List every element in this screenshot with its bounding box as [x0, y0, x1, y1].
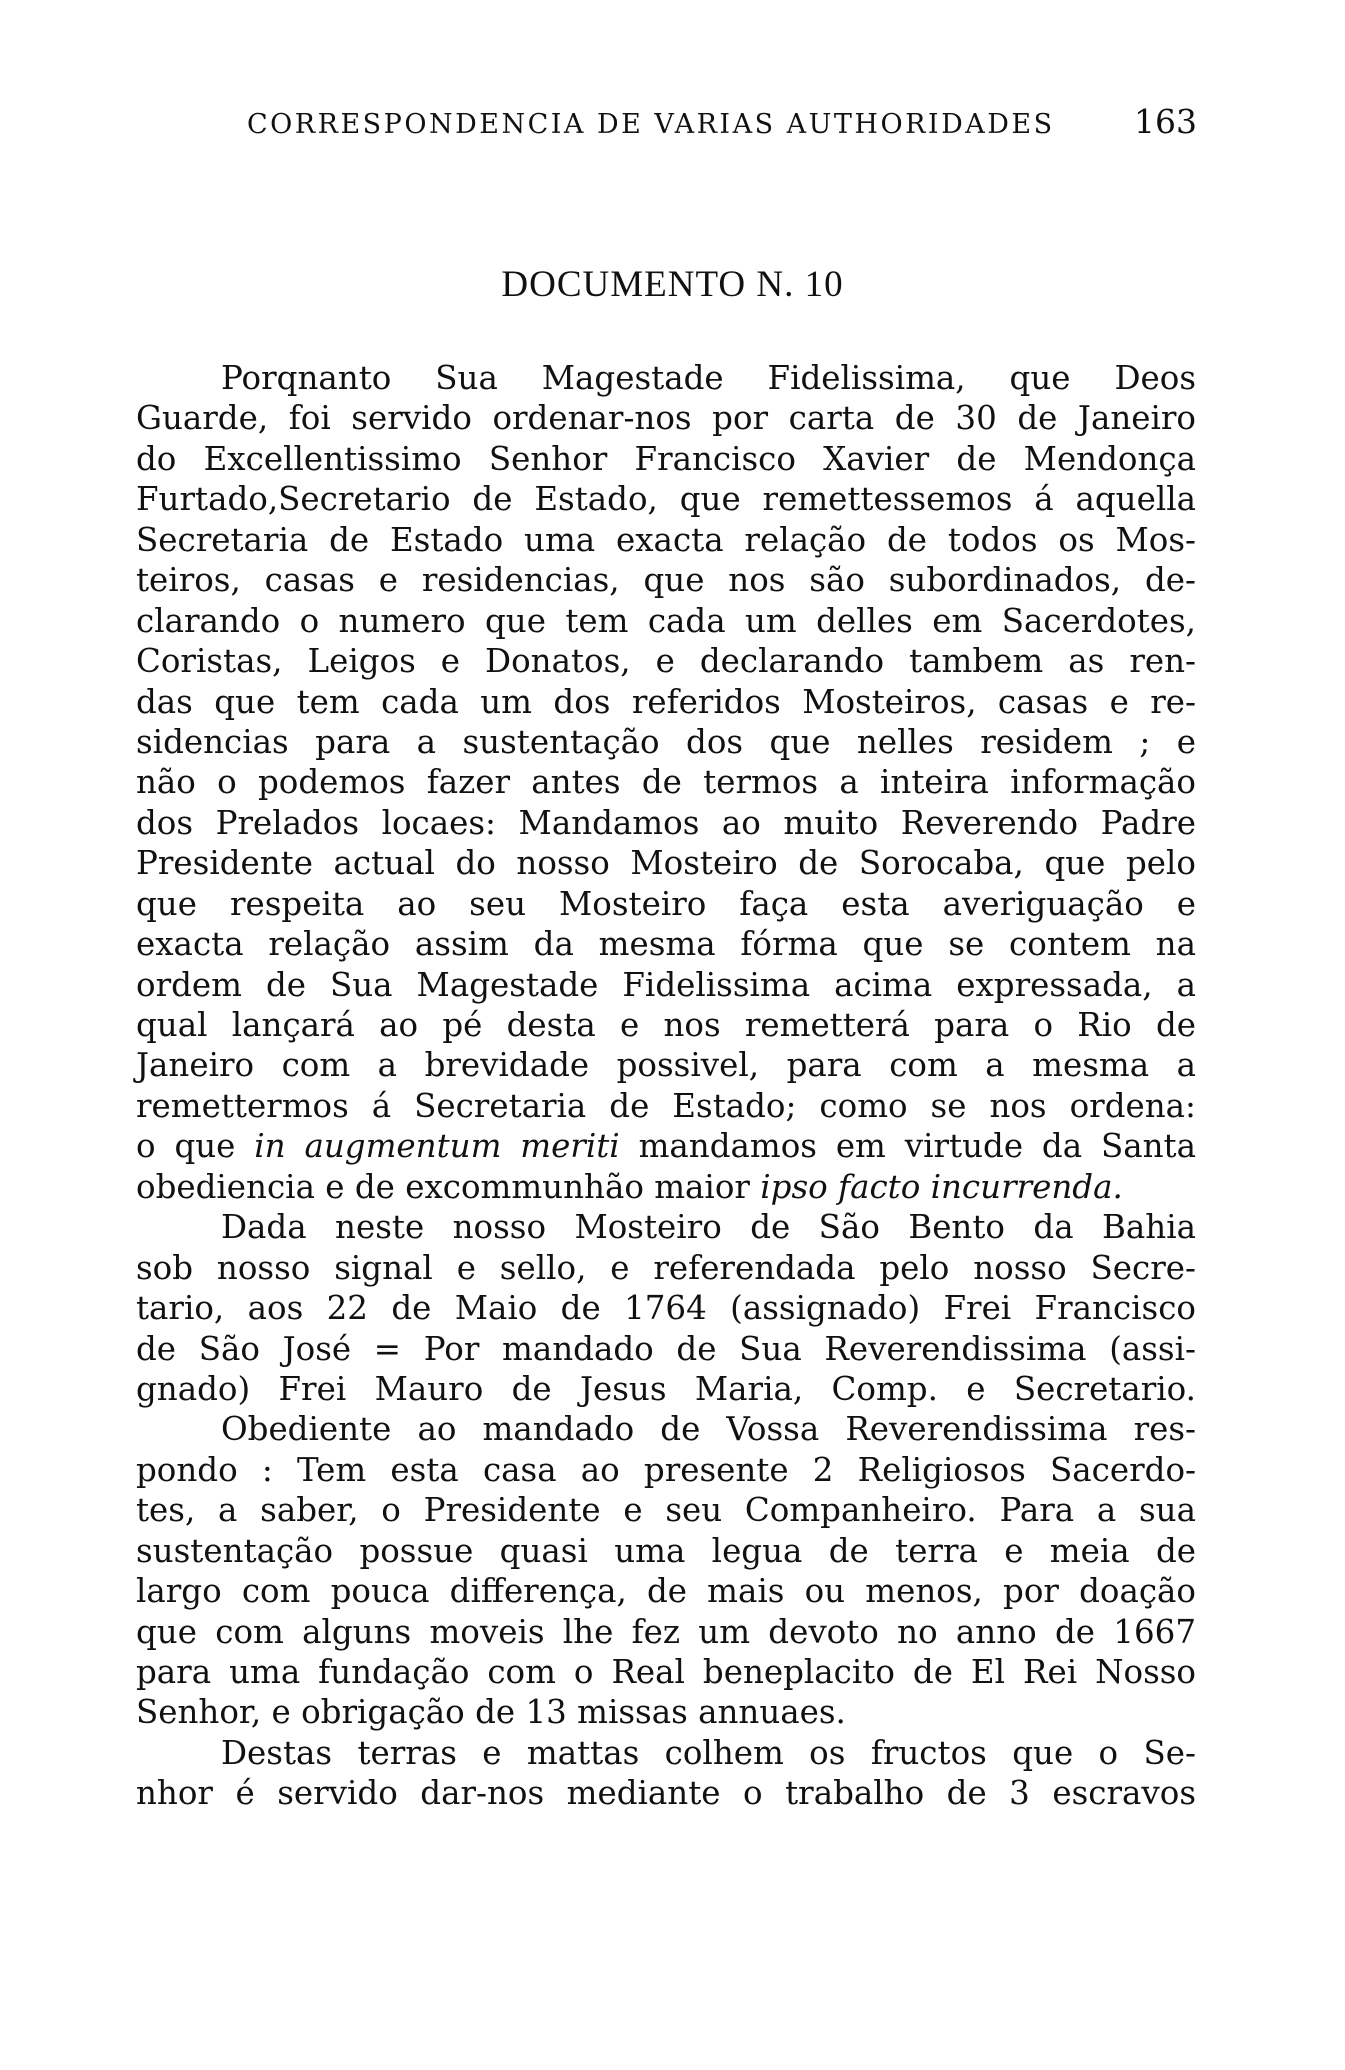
text-line: que respeita ao seu Mosteiro faça esta averiguação e	[136, 884, 1196, 923]
text-segment: o que	[136, 1127, 255, 1166]
text-line: sustentação possue quasi uma legua de terra e meia de	[136, 1531, 1196, 1570]
text-line-with-italic	[136, 1126, 1196, 1166]
text-line: Obediente ao mandado de Vossa Reverendissima res-	[221, 1410, 1196, 1449]
text-line: não o podemos fazer antes de termos a inteira informação	[136, 763, 1196, 802]
body-text	[136, 358, 1196, 1814]
text-line: remettermos á Secretaria de Estado; como se nos ordena:	[136, 1086, 1196, 1125]
text-line: pondo : Tem esta casa ao presente 2 Religiosos Sacerdo-	[136, 1450, 1196, 1489]
text-line: ordem de Sua Magestade Fidelissima acima expressada, a	[136, 965, 1196, 1004]
text-line: nhor é servido dar-nos mediante o trabalho de 3 escravos	[136, 1774, 1196, 1813]
italic-latin-phrase: in augmentum meriti	[254, 1127, 620, 1166]
text-line: sob nosso signal e sello, e referendada pelo nosso Secre-	[136, 1248, 1196, 1287]
text-line: Secretaria de Estado uma exacta relação de todos os Mos-	[136, 520, 1196, 559]
text-line: teiros, casas e residencias, que nos são subordinados, de-	[136, 561, 1196, 600]
text-line: Coristas, Leigos e Donatos, e declarando tambem as ren-	[136, 642, 1196, 681]
text-line: dos Prelados locaes: Mandamos ao muito Reverendo Padre	[136, 803, 1196, 842]
text-line: para uma fundação com o Real beneplacito de El Rei Nosso	[136, 1653, 1196, 1691]
text-line: tes, a saber, o Presidente e seu Companheiro. Para a sua	[136, 1491, 1196, 1530]
document-heading: DOCUMENTO N. 10	[501, 264, 844, 305]
running-head	[247, 102, 1197, 141]
text-line: Destas terras e mattas colhem os fructos que o Se-	[221, 1733, 1196, 1772]
text-line: clarando o numero que tem cada um delles em Sacerdotes,	[136, 601, 1196, 640]
text-segment: mandamos em virtude da Santa	[619, 1127, 1196, 1166]
text-line-with-italic	[136, 1167, 1196, 1207]
text-line: Guarde, foi servido ordenar-nos por carta de 30 de Janeiro	[136, 399, 1196, 438]
text-line: tario, aos 22 de Maio de 1764 (assignado) Frei Francisco	[136, 1289, 1196, 1328]
text-line: Furtado,Secretario de Estado, que remettessemos á aquella	[136, 480, 1196, 519]
text-line: do Excellentissimo Senhor Francisco Xavier de Mendonça	[136, 439, 1196, 478]
text-line: que com alguns moveis lhe fez um devoto no anno de 1667	[136, 1612, 1196, 1651]
text-line: Janeiro com a brevidade possivel, para com a mesma a	[136, 1046, 1196, 1085]
text-line: largo com pouca differença, de mais ou menos, por doação	[136, 1572, 1196, 1611]
text-line: Dada neste nosso Mosteiro de São Bento da Bahia	[221, 1208, 1196, 1247]
italic-latin-phrase: ipso facto incurrenda.	[760, 1167, 1123, 1206]
text-line: Presidente actual do nosso Mosteiro de Sorocaba, que pelo	[136, 844, 1196, 883]
page-number: 163	[1134, 102, 1197, 141]
running-title: CORRESPONDENCIA DE VARIAS AUTHORIDADES	[247, 109, 1055, 140]
text-line: Senhor, e obrigação de 13 missas annuaes.	[136, 1693, 846, 1732]
text-line: sidencias para a sustentação dos que nelles residem ; e	[136, 722, 1196, 761]
text-line: qual lançará ao pé desta e nos remetterá para o Rio de	[136, 1006, 1196, 1044]
text-line: Porqnanto Sua Magestade Fidelissima, que Deos	[221, 359, 1196, 397]
text-line: exacta relação assim da mesma fórma que se contem na	[136, 925, 1196, 964]
text-segment: obediencia e de excommunhão maior	[136, 1167, 761, 1206]
text-line: de São José = Por mandado de Sua Reverendissima (assi-	[136, 1329, 1196, 1368]
text-line: das que tem cada um dos referidos Mosteiros, casas e re-	[136, 682, 1196, 721]
text-line: gnado) Frei Mauro de Jesus Maria, Comp. e Secretario.	[136, 1369, 1196, 1408]
